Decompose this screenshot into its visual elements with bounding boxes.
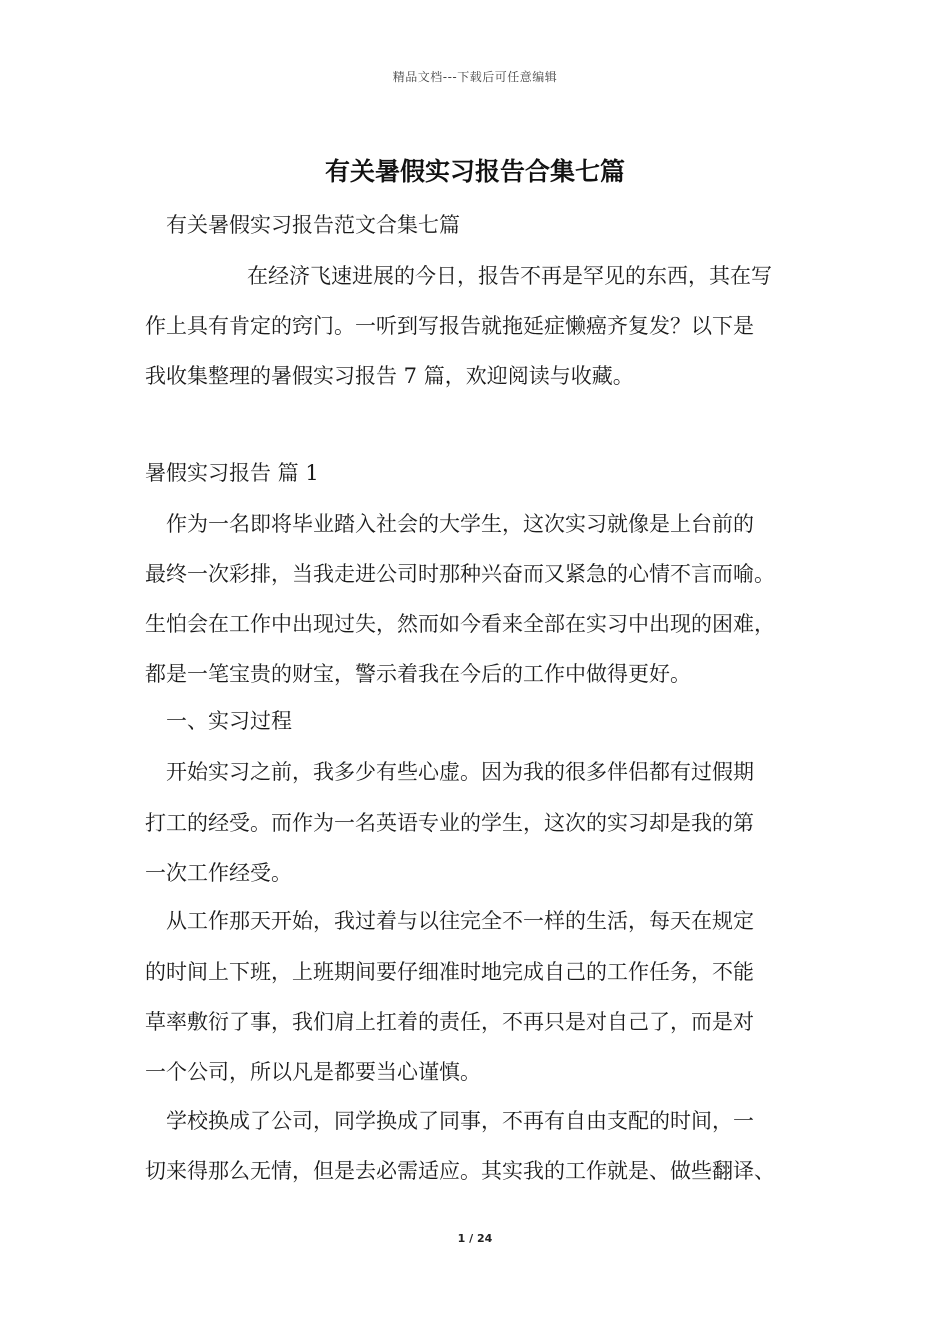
section-heading: 暑假实习报告 篇 1 [145, 461, 319, 485]
paragraph-line: 都是一笔宝贵的财宝，警示着我在今后的工作中做得更好。 [145, 662, 691, 686]
paragraph-line: 学校换成了公司，同学换成了同事，不再有自由支配的时间，一 [166, 1109, 754, 1133]
page-number: 1 / 24 [457, 1232, 493, 1245]
paragraph-line: 生怕会在工作中出现过失，然而如今看来全部在实习中出现的困难， [145, 612, 775, 636]
subtitle-line: 有关暑假实习报告范文合集七篇 [166, 213, 460, 237]
paragraph-line: 作为一名即将毕业踏入社会的大学生，这次实习就像是上台前的 [166, 512, 754, 536]
document-title: 有关暑假实习报告合集七篇 [324, 157, 625, 186]
subsection-heading: 一、实习过程 [166, 709, 292, 733]
paragraph-line: 开始实习之前，我多少有些心虚。因为我的很多伴侣都有过假期 [166, 760, 754, 784]
paragraph-line: 切来得那么无情，但是去必需适应。其实我的工作就是、做些翻译、 [145, 1159, 775, 1183]
paragraph-line: 从工作那天开始，我过着与以往完全不一样的生活，每天在规定 [166, 909, 754, 933]
page-header: 精品文档---下载后可任意编辑 [392, 70, 558, 84]
paragraph-line: 我收集整理的暑假实习报告 7 篇，欢迎阅读与收藏。 [145, 364, 634, 388]
paragraph-line: 打工的经受。而作为一名英语专业的学生，这次的实习却是我的第 [145, 811, 754, 835]
paragraph-line: 作上具有肯定的窍门。一听到写报告就拖延症懒癌齐复发？以下是 [145, 314, 754, 338]
paragraph-line: 在经济飞速进展的今日，报告不再是罕见的东西，其在写 [247, 264, 772, 288]
paragraph-line: 一次工作经受。 [145, 861, 292, 885]
paragraph-line: 的时间上下班，上班期间要仔细准时地完成自己的工作任务，不能 [145, 960, 754, 984]
paragraph-line: 草率敷衍了事，我们肩上扛着的责任，不再只是对自己了，而是对 [145, 1010, 754, 1034]
paragraph-line: 一个公司，所以凡是都要当心谨慎。 [145, 1060, 481, 1084]
paragraph-line: 最终一次彩排，当我走进公司时那种兴奋而又紧急的心情不言而喻。 [145, 562, 775, 586]
